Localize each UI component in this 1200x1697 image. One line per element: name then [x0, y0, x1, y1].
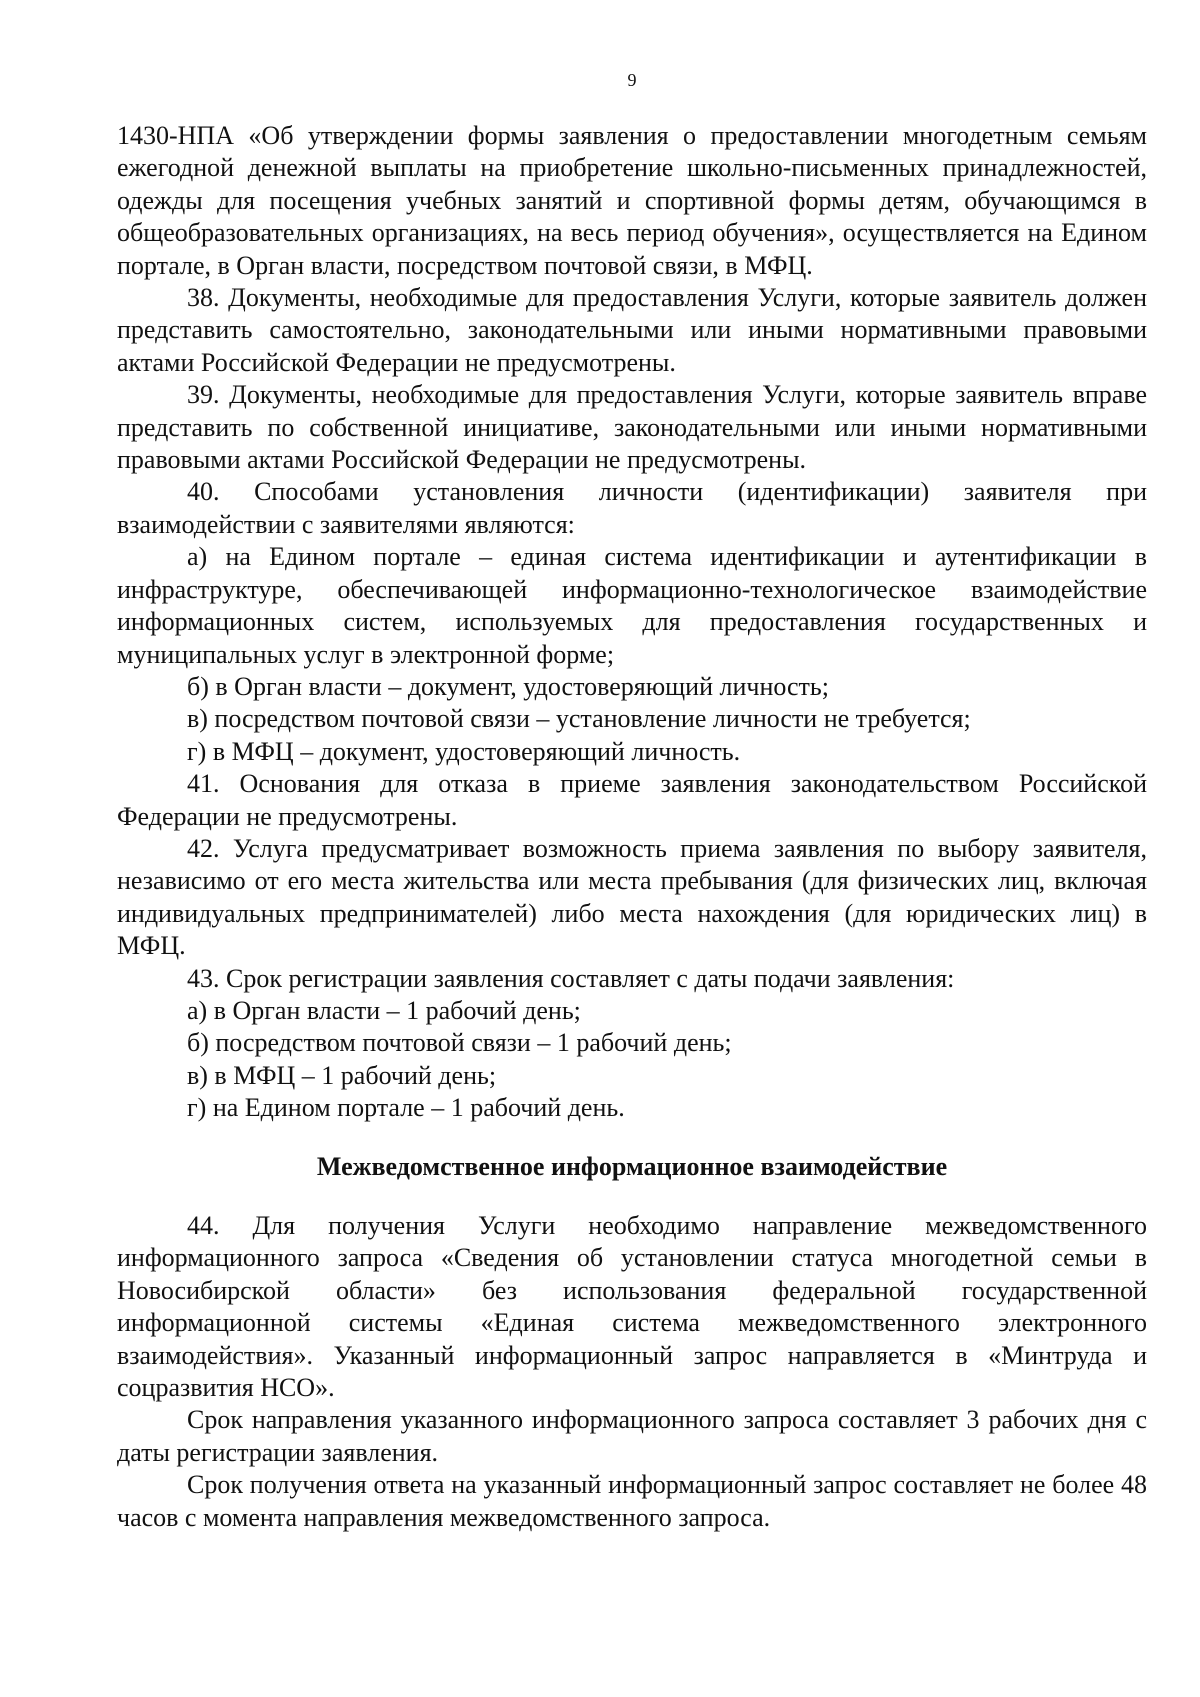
paragraph-43: 43. Срок регистрации заявления составляет с даты подачи заявления:	[187, 963, 955, 993]
paragraph-44: 44. Для получения Услуги необходимо направление межведомственного информационного запроса «Сведения об установлении статуса многодетной семьи в Новосибирской области» без использования федеральной государственной информационной системы «Единая система межведомственного электронного взаимодействия». Указанный информационный запрос направляется в «Минтруда и соцразвития НСО».	[117, 1211, 1147, 1403]
page-number: 9	[627, 70, 637, 90]
document-body	[117, 120, 1147, 1534]
paragraph-43-a: а) в Орган власти – 1 рабочий день;	[187, 995, 581, 1025]
paragraph-40: 40. Способами установления личности (идентификации) заявителя при взаимодействии с заявителями являются:	[117, 477, 1147, 539]
paragraph-40-a: а) на Едином портале – единая система идентификации и аутентификации в инфраструктуре, обеспечивающей информационно-технологическое взаимодействие информационных систем, используемых для предоставления государственных и муниципальных услуг в электронной форме;	[117, 542, 1147, 669]
paragraph-41: 41. Основания для отказа в приеме заявления законодательством Российской Федерации не предусмотрены.	[117, 769, 1147, 831]
paragraph-40-b: б) в Орган власти – документ, удостоверяющий личность;	[187, 671, 829, 701]
paragraph-39: 39. Документы, необходимые для предоставления Услуги, которые заявитель вправе представить по собственной инициативе, законодательными или иными нормативными правовыми актами Российской Федерации не предусмотрены.	[117, 380, 1147, 475]
paragraph-43-b: б) посредством почтовой связи – 1 рабочий день;	[187, 1028, 732, 1058]
paragraph-43-g: г) на Едином портале – 1 рабочий день.	[187, 1093, 625, 1123]
paragraph-response-deadline: Срок получения ответа на указанный информационный запрос составляет не более 48 часов с момента направления межведомственного запроса.	[117, 1470, 1147, 1532]
paragraph-continuation: 1430-НПА «Об утверждении формы заявления о предоставлении многодетным семьям ежегодной денежной выплаты на приобретение школьно-письменных принадлежностей, одежды для посещения учебных занятий и спортивной формы детям, обучающимся в общеобразовательных организациях, на весь период обучения», осуществляется на Едином портале, в Орган власти, посредством почтовой связи, в МФЦ.	[117, 121, 1147, 280]
paragraph-42: 42. Услуга предусматривает возможность приема заявления по выбору заявителя, независимо от его места жительства или места пребывания (для физических лиц, включая индивидуальных предпринимателей) либо места нахождения (для юридических лиц) в МФЦ.	[117, 833, 1147, 961]
section-heading: Межведомственное информационное взаимодействие	[316, 1151, 948, 1181]
paragraph-43-v: в) в МФЦ – 1 рабочий день;	[187, 1060, 497, 1090]
paragraph-request-deadline: Срок направления указанного информационного запроса составляет 3 рабочих дня с даты регистрации заявления.	[117, 1405, 1147, 1467]
paragraph-40-v: в) посредством почтовой связи – установление личности не требуется;	[187, 704, 971, 734]
paragraph-40-g: г) в МФЦ – документ, удостоверяющий личность.	[187, 736, 741, 766]
paragraph-38: 38. Документы, необходимые для предоставления Услуги, которые заявитель должен представить самостоятельно, законодательными или иными нормативными правовыми актами Российской Федерации не предусмотрены.	[117, 283, 1147, 377]
